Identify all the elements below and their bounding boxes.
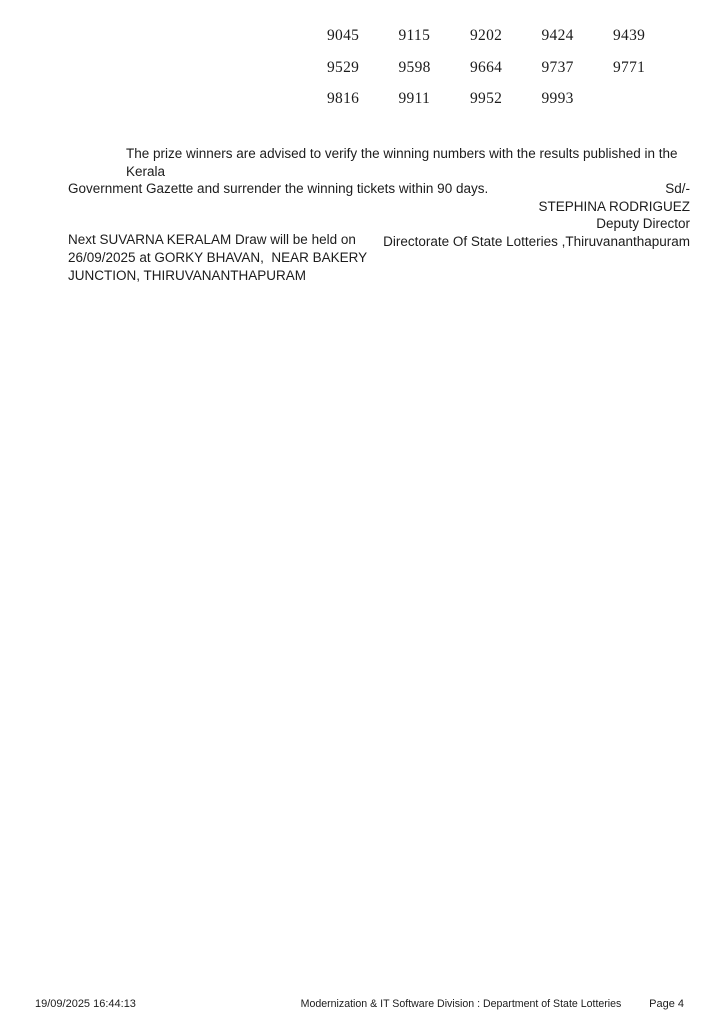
footer-division-label: Modernization & IT Software Division : Department of State Lotteries	[300, 998, 622, 1010]
next-draw-line: 26/09/2025 at GORKY BHAVAN, NEAR BAKERY	[68, 249, 368, 265]
winning-number: 9529	[327, 58, 360, 76]
signature-block	[383, 180, 690, 250]
next-draw-info	[68, 231, 367, 284]
winning-numbers-grid	[327, 20, 685, 115]
signature-title: Deputy Director	[596, 216, 690, 231]
footer-datetime: 19/09/2025 16:44:13	[35, 998, 136, 1010]
signature-office: Directorate Of State Lotteries ,Thiruvananthapuram	[383, 233, 690, 249]
signature-name: STEPHINA RODRIGUEZ	[538, 198, 690, 214]
winning-number: 9816	[327, 90, 360, 107]
winning-number: 9045	[327, 27, 360, 44]
winning-number: 9439	[613, 27, 646, 44]
winning-number: 9664	[470, 58, 503, 76]
winning-number: 9993	[541, 90, 574, 107]
footer-page-number: Page 4	[649, 998, 684, 1010]
signature-sd: Sd/-	[665, 181, 690, 196]
winning-number: 9771	[613, 58, 646, 76]
winning-number: 9911	[398, 90, 431, 107]
next-draw-line: Next SUVARNA KERALAM Draw will be held on	[68, 232, 356, 247]
next-draw-line: JUNCTION, THIRUVANANTHAPURAM	[68, 267, 307, 283]
advisory-line: The prize winners are advised to verify the winning numbers with the results published in the Kerala	[126, 146, 678, 179]
advisory-line: Government Gazette and surrender the winning tickets within 90 days.	[68, 181, 489, 196]
winning-number: 9424	[541, 27, 574, 44]
winning-number: 9202	[470, 27, 503, 44]
winning-number: 9737	[541, 58, 574, 76]
winning-number: 9598	[398, 58, 431, 76]
winning-number: 9952	[470, 90, 503, 107]
winning-number: 9115	[398, 27, 431, 44]
